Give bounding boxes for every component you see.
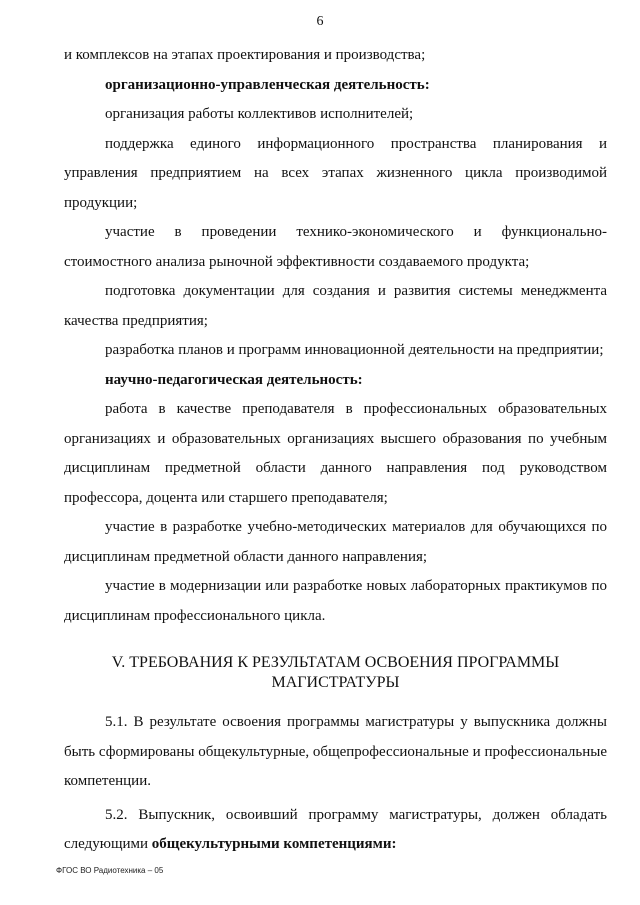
paragraph-information-space: поддержка единого информационного пространства планирования и управления предприятием на всех этапах жизненного цикла производимой продукции;: [64, 135, 607, 211]
paragraph-documentation: подготовка документации для создания и развития системы менеджмента качества предприятия;: [64, 283, 607, 329]
section-heading-line1: V. ТРЕБОВАНИЯ К РЕЗУЛЬТАТАМ ОСВОЕНИЯ ПРОГРАММЫ: [111, 654, 560, 671]
subheading-organizational: организационно-управленческая деятельность:: [105, 76, 430, 93]
paragraph-5-1: 5.1. В результате освоения программы магистратуры у выпускника должны быть сформированы общекультурные, общепрофессиональные и профессиональные компетенции.: [64, 714, 607, 789]
paragraph-teams: организация работы коллективов исполнителей;: [105, 106, 414, 122]
paragraph-laboratory: участие в модернизации или разработке новых лабораторных практикумов по дисциплинам профессионального цикла.: [64, 578, 607, 624]
general-cultural-competencies-label: общекультурными компетенциями:: [151, 836, 397, 852]
footer-caption: ФГОС ВО Радиотехника – 05: [56, 866, 164, 875]
document-body: [64, 41, 607, 860]
page-number: 6: [316, 14, 324, 29]
paragraph-innovation: разработка планов и программ инновационной деятельности на предприятии;: [105, 342, 604, 358]
paragraph-teaching: работа в качестве преподавателя в профессиональных образовательных организациях и образовательных организациях высшего образования по учебным дисциплинам предметной области данного направления под руководством профессора, доцента или старшего преподавателя;: [64, 401, 607, 506]
paragraph-5-2: [64, 801, 607, 860]
section-heading-line2: МАГИСТРАТУРЫ: [271, 674, 400, 691]
paragraph-5-2-text: 5.2. Выпускник, освоивший программу магистратуры, должен обладать следующими: [64, 806, 607, 852]
paragraph-analysis: участие в проведении технико-экономического и функционально-стоимостного анализа рыночной эффективности создаваемого продукта;: [64, 224, 607, 270]
subheading-scientific-pedagogical: научно-педагогическая деятельность:: [105, 371, 363, 388]
paragraph-complexes: и комплексов на этапах проектирования и производства;: [64, 47, 426, 63]
section-heading: [64, 653, 607, 693]
paragraph-materials: участие в разработке учебно-методических материалов для обучающихся по дисциплинам предметной области данного направления;: [64, 519, 607, 565]
